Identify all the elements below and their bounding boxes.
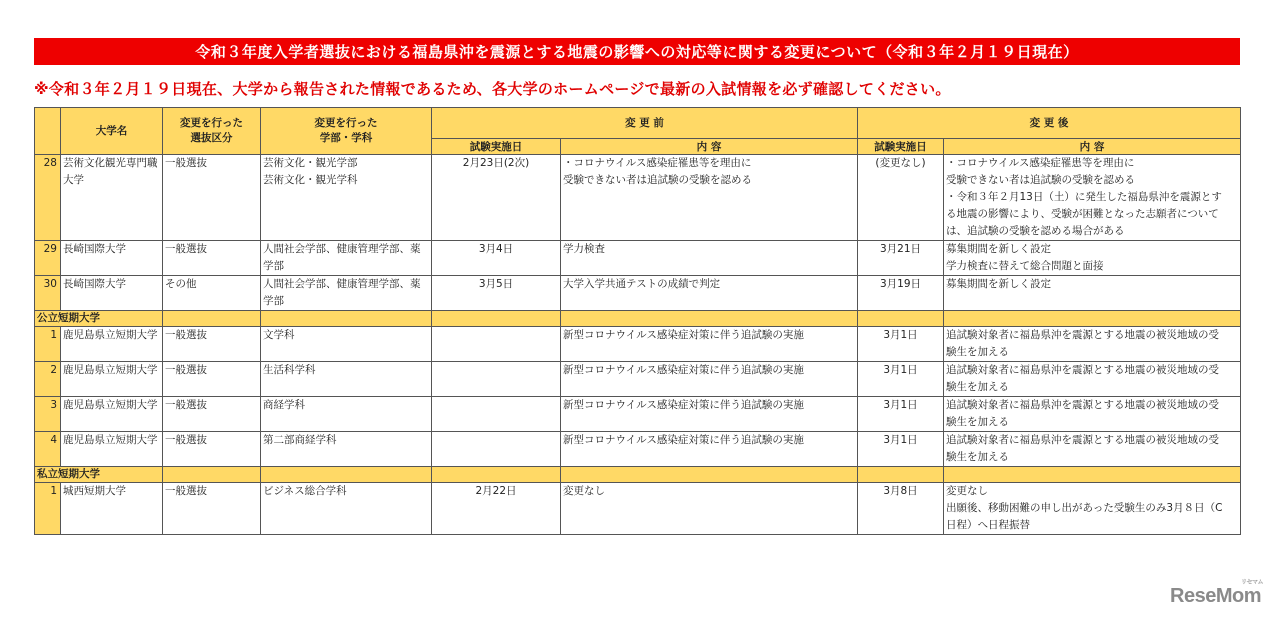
after-exam-date: 3月1日 bbox=[858, 327, 944, 362]
before-exam-date: 2月22日 bbox=[432, 483, 561, 535]
table-row bbox=[35, 362, 1241, 397]
after-content: 追試験対象者に福島県沖を震源とする地震の被災地域の受 験生を加える bbox=[944, 327, 1241, 362]
selection-category: 一般選抜 bbox=[163, 397, 261, 432]
university-name: 鹿児島県立短期大学 bbox=[61, 432, 163, 467]
selection-category: 一般選抜 bbox=[163, 155, 261, 241]
faculty: ビジネス総合学科 bbox=[261, 483, 432, 535]
university-name: 芸術文化観光専門職 大学 bbox=[61, 155, 163, 241]
after-content: 募集期間を新しく設定 bbox=[944, 276, 1241, 311]
header-number bbox=[35, 108, 61, 155]
university-name: 鹿児島県立短期大学 bbox=[61, 327, 163, 362]
header-before-content: 内 容 bbox=[561, 139, 858, 155]
table-row bbox=[35, 155, 1241, 241]
faculty: 商経学科 bbox=[261, 397, 432, 432]
faculty: 芸術文化・観光学部 芸術文化・観光学科 bbox=[261, 155, 432, 241]
row-number: 1 bbox=[35, 327, 61, 362]
after-content: 追試験対象者に福島県沖を震源とする地震の被災地域の受 験生を加える bbox=[944, 362, 1241, 397]
section-header bbox=[35, 467, 1241, 483]
university-name: 鹿児島県立短期大学 bbox=[61, 362, 163, 397]
before-content: 学力検査 bbox=[561, 241, 858, 276]
after-exam-date: 3月19日 bbox=[858, 276, 944, 311]
header-faculty: 変更を行った 学部・学科 bbox=[261, 108, 432, 155]
row-number: 30 bbox=[35, 276, 61, 311]
after-content: 変更なし 出願後、移動困難の申し出があった受験生のみ3月８日（C 日程）へ日程振替 bbox=[944, 483, 1241, 535]
before-content: ・コロナウイルス感染症罹患等を理由に 受験できない者は追試験の受験を認める bbox=[561, 155, 858, 241]
page-title: 令和３年度入学者選抜における福島県沖を震源とする地震の影響への対応等に関する変更について（令和３年２月１９日現在） bbox=[34, 38, 1240, 65]
before-content: 新型コロナウイルス感染症対策に伴う追試験の実施 bbox=[561, 327, 858, 362]
university-name: 鹿児島県立短期大学 bbox=[61, 397, 163, 432]
after-exam-date: 3月1日 bbox=[858, 432, 944, 467]
university-name: 城西短期大学 bbox=[61, 483, 163, 535]
row-number: 2 bbox=[35, 362, 61, 397]
before-exam-date bbox=[432, 397, 561, 432]
section-label: 公立短期大学 bbox=[35, 311, 163, 327]
selection-category: その他 bbox=[163, 276, 261, 311]
before-content: 新型コロナウイルス感染症対策に伴う追試験の実施 bbox=[561, 397, 858, 432]
university-name: 長崎国際大学 bbox=[61, 276, 163, 311]
before-content: 変更なし bbox=[561, 483, 858, 535]
faculty: 第二部商経学科 bbox=[261, 432, 432, 467]
after-content: ・コロナウイルス感染症罹患等を理由に 受験できない者は追試験の受験を認める ・令和３年２月13日（土）に発生した福島県沖を震源とす る地震の影響により、受験が困難となった志願者について は、追試験の受験を認める場合がある bbox=[944, 155, 1241, 241]
selection-category: 一般選抜 bbox=[163, 483, 261, 535]
before-exam-date: 3月4日 bbox=[432, 241, 561, 276]
section-header bbox=[35, 311, 1241, 327]
faculty: 生活科学科 bbox=[261, 362, 432, 397]
notice-text: ※令和３年２月１９日現在、大学から報告された情報であるため、各大学のホームページで最新の入試情報を必ず確認してください。 bbox=[34, 80, 951, 98]
before-content: 大学入学共通テストの成績で判定 bbox=[561, 276, 858, 311]
after-exam-date: 3月8日 bbox=[858, 483, 944, 535]
faculty: 文学科 bbox=[261, 327, 432, 362]
before-exam-date bbox=[432, 327, 561, 362]
before-exam-date bbox=[432, 432, 561, 467]
section-label: 私立短期大学 bbox=[35, 467, 163, 483]
table-row bbox=[35, 327, 1241, 362]
before-content: 新型コロナウイルス感染症対策に伴う追試験の実施 bbox=[561, 432, 858, 467]
after-exam-date: 3月1日 bbox=[858, 362, 944, 397]
after-content: 募集期間を新しく設定 学力検査に替えて総合問題と面接 bbox=[944, 241, 1241, 276]
header-category: 変更を行った 選抜区分 bbox=[163, 108, 261, 155]
after-content: 追試験対象者に福島県沖を震源とする地震の被災地域の受 験生を加える bbox=[944, 432, 1241, 467]
header-university: 大学名 bbox=[61, 108, 163, 155]
faculty: 人間社会学部、健康管理学部、薬 学部 bbox=[261, 241, 432, 276]
before-exam-date bbox=[432, 362, 561, 397]
table-row bbox=[35, 432, 1241, 467]
header-before: 変 更 前 bbox=[432, 108, 858, 139]
row-number: 3 bbox=[35, 397, 61, 432]
header-after: 変 更 後 bbox=[858, 108, 1241, 139]
selection-category: 一般選抜 bbox=[163, 241, 261, 276]
header-after-date: 試験実施日 bbox=[858, 139, 944, 155]
selection-category: 一般選抜 bbox=[163, 362, 261, 397]
changes-table bbox=[34, 107, 1241, 535]
selection-category: 一般選抜 bbox=[163, 327, 261, 362]
row-number: 4 bbox=[35, 432, 61, 467]
table-row bbox=[35, 397, 1241, 432]
row-number: 28 bbox=[35, 155, 61, 241]
after-exam-date: 3月21日 bbox=[858, 241, 944, 276]
table-row bbox=[35, 276, 1241, 311]
resemom-logo: ReseMom リセマム bbox=[1170, 580, 1263, 607]
faculty: 人間社会学部、健康管理学部、薬 学部 bbox=[261, 276, 432, 311]
row-number: 29 bbox=[35, 241, 61, 276]
before-exam-date: 2月23日(2次) bbox=[432, 155, 561, 241]
after-content: 追試験対象者に福島県沖を震源とする地震の被災地域の受 験生を加える bbox=[944, 397, 1241, 432]
table-row bbox=[35, 241, 1241, 276]
row-number: 1 bbox=[35, 483, 61, 535]
before-exam-date: 3月5日 bbox=[432, 276, 561, 311]
header-after-content: 内 容 bbox=[944, 139, 1241, 155]
before-content: 新型コロナウイルス感染症対策に伴う追試験の実施 bbox=[561, 362, 858, 397]
header-before-date: 試験実施日 bbox=[432, 139, 561, 155]
table-row bbox=[35, 483, 1241, 535]
after-exam-date: 3月1日 bbox=[858, 397, 944, 432]
after-exam-date: (変更なし) bbox=[858, 155, 944, 241]
university-name: 長崎国際大学 bbox=[61, 241, 163, 276]
selection-category: 一般選抜 bbox=[163, 432, 261, 467]
